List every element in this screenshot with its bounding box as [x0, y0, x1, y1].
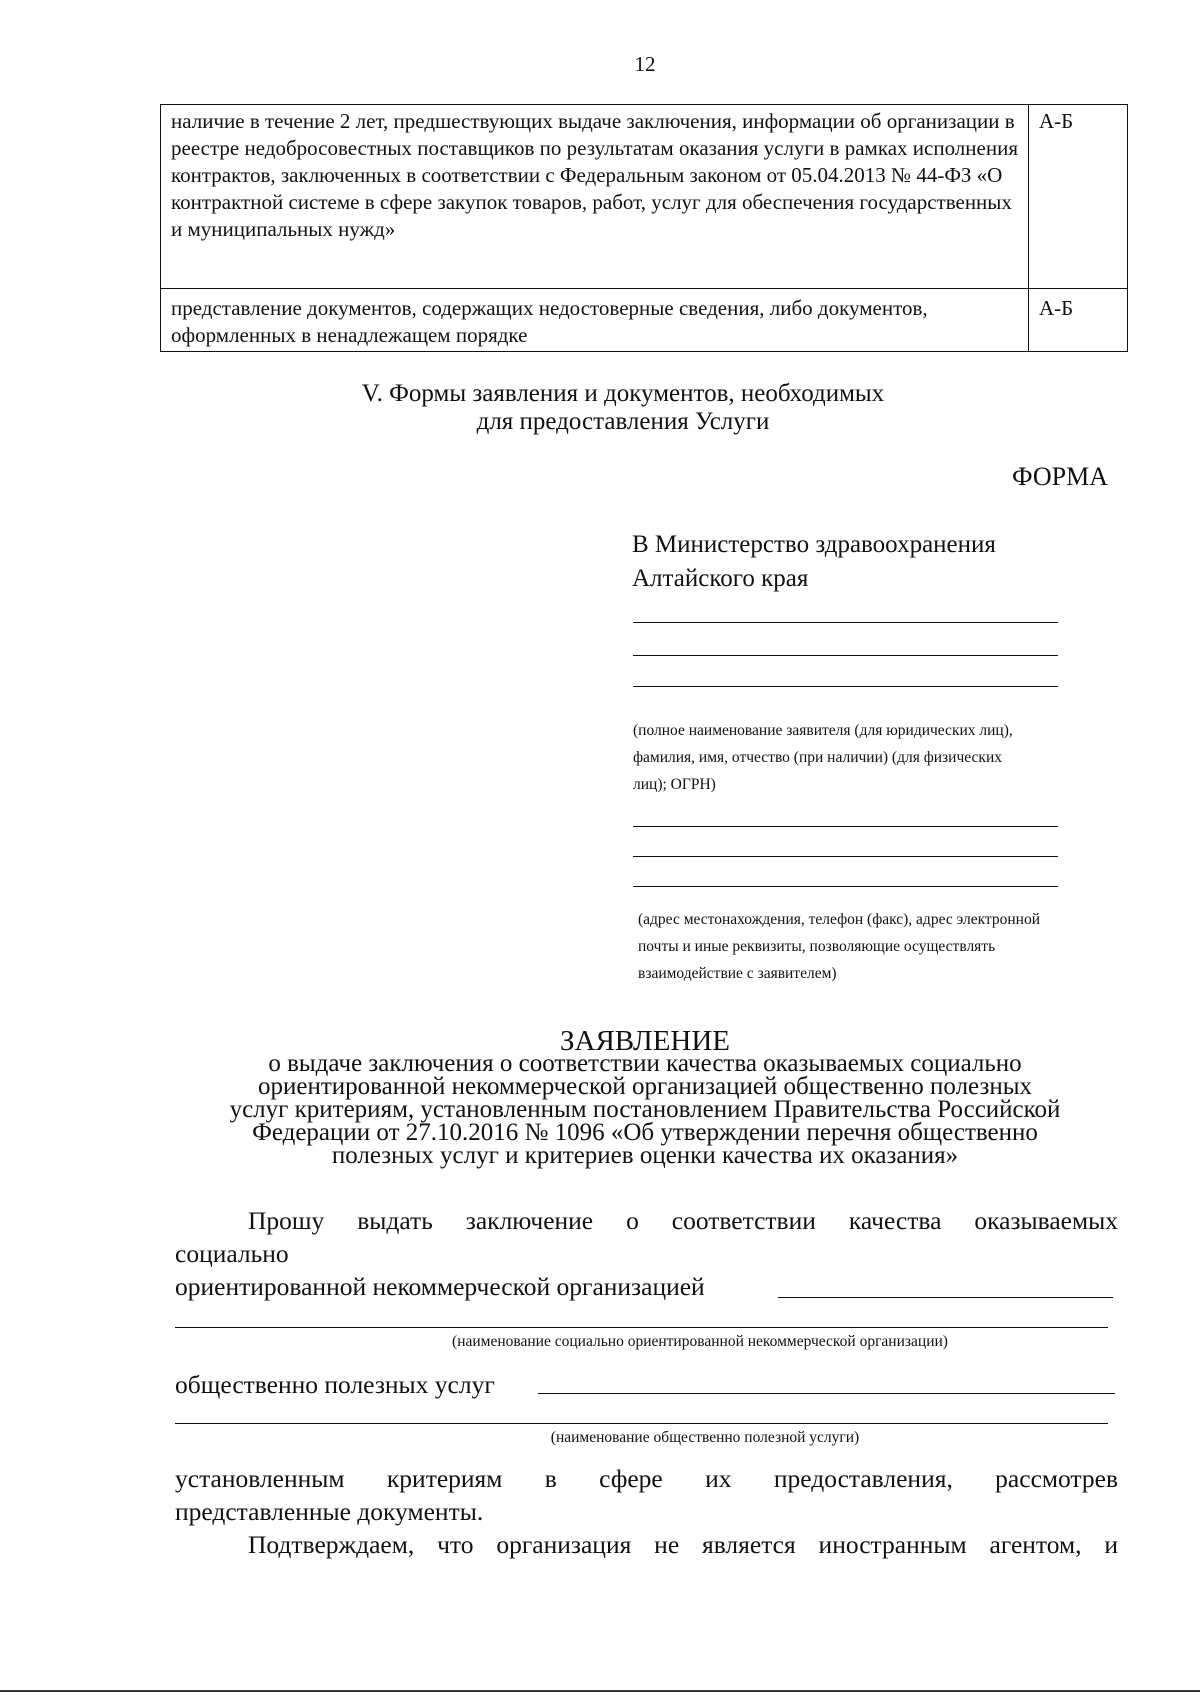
caption-line: почты и иные реквизиты, позволяющие осуществлять	[638, 938, 996, 955]
caption-line: фамилия, имя, отчество (при наличии) (для физических	[633, 749, 1002, 766]
table-row	[161, 289, 1128, 352]
applicant-caption	[633, 717, 1113, 798]
address-caption	[638, 906, 1118, 987]
criteria-paragraph: установленным критериям в сфере их предоставления, рассмотрев	[175, 1464, 1118, 1493]
page-number: 12	[634, 52, 656, 76]
applicant-name-field[interactable]	[633, 686, 1058, 687]
request-paragraph-cont: социально	[175, 1239, 289, 1268]
criteria-table	[160, 104, 1128, 352]
criterion-text: наличие в течение 2 лет, предшествующих выдаче заключения, информации об организации в реестре недобросовестных поставщиков по результатам оказания услуги в рамках исполнения контрактов, заключенных в соответствии с Федеральным законом от 05.04.2013 № 44-ФЗ «О контрактной системе в сфере закупок товаров, работ, услуг для обеспечения государственных и муниципальных нужд»	[161, 105, 1029, 289]
applicant-name-field[interactable]	[633, 622, 1058, 623]
addressee-line: Алтайского края	[632, 565, 809, 592]
org-caption: (наименование социально ориентированной некоммерческой организации)	[452, 1333, 948, 1350]
section-title-line: для предоставления Услуги	[476, 408, 770, 435]
section-title-line: V. Формы заявления и документов, необходимых	[361, 380, 885, 407]
services-label: общественно полезных услуг	[175, 1370, 495, 1399]
confirm-paragraph: Подтверждаем, что организация не является иностранным агентом, и	[248, 1530, 1118, 1559]
section-title	[300, 380, 946, 436]
org-label: ориентированной некоммерческой организацией	[175, 1272, 705, 1301]
caption-line: (полное наименование заявителя (для юридических лиц),	[633, 722, 1013, 739]
applicant-address-field[interactable]	[633, 886, 1058, 887]
subtitle-line: о выдаче заключения о соответствии качества оказываемых социально	[268, 1050, 1022, 1077]
services-field[interactable]	[538, 1393, 1115, 1394]
caption-line: взаимодействие с заявителем)	[638, 965, 837, 982]
criteria-paragraph-cont: представленные документы.	[175, 1497, 484, 1526]
subtitle-line: полезных услуг и критериев оценки качества их оказания»	[331, 1142, 959, 1169]
addressee-line: В Министерство здравоохранения	[632, 531, 996, 558]
table-row	[161, 105, 1128, 289]
form-label: ФОРМА	[1012, 462, 1108, 491]
applicant-name-field[interactable]	[633, 655, 1058, 656]
caption-line: лиц); ОГРН)	[633, 776, 716, 793]
org-name-field[interactable]	[175, 1327, 1108, 1328]
statement-subtitle	[170, 1052, 1120, 1167]
services-caption: (наименование общественно полезной услуги)	[550, 1429, 860, 1446]
criterion-grade: А-Б	[1029, 289, 1128, 352]
page-edge	[0, 1690, 1200, 1692]
addressee	[632, 528, 996, 596]
subtitle-line: услуг критериям, установленным постановлением Правительства Российской	[229, 1096, 1061, 1123]
request-paragraph: Прошу выдать заключение о соответствии качества оказываемых	[248, 1206, 1118, 1235]
subtitle-line: Федерации от 27.10.2016 № 1096 «Об утверждении перечня общественно	[252, 1119, 1038, 1146]
services-field[interactable]	[175, 1423, 1108, 1424]
criterion-text: представление документов, содержащих недостоверные сведения, либо документов, оформленных в ненадлежащем порядке	[161, 289, 1029, 352]
applicant-address-field[interactable]	[633, 856, 1058, 857]
caption-line: (адрес местонахождения, телефон (факс), адрес электронной	[638, 911, 1041, 928]
applicant-address-field[interactable]	[633, 826, 1058, 827]
criterion-grade: А-Б	[1029, 105, 1128, 289]
org-name-field[interactable]	[778, 1297, 1113, 1298]
subtitle-line: ориентированной некоммерческой организацией общественно полезных	[257, 1073, 1032, 1100]
statement-title: ЗАЯВЛЕНИЕ	[559, 1025, 731, 1057]
